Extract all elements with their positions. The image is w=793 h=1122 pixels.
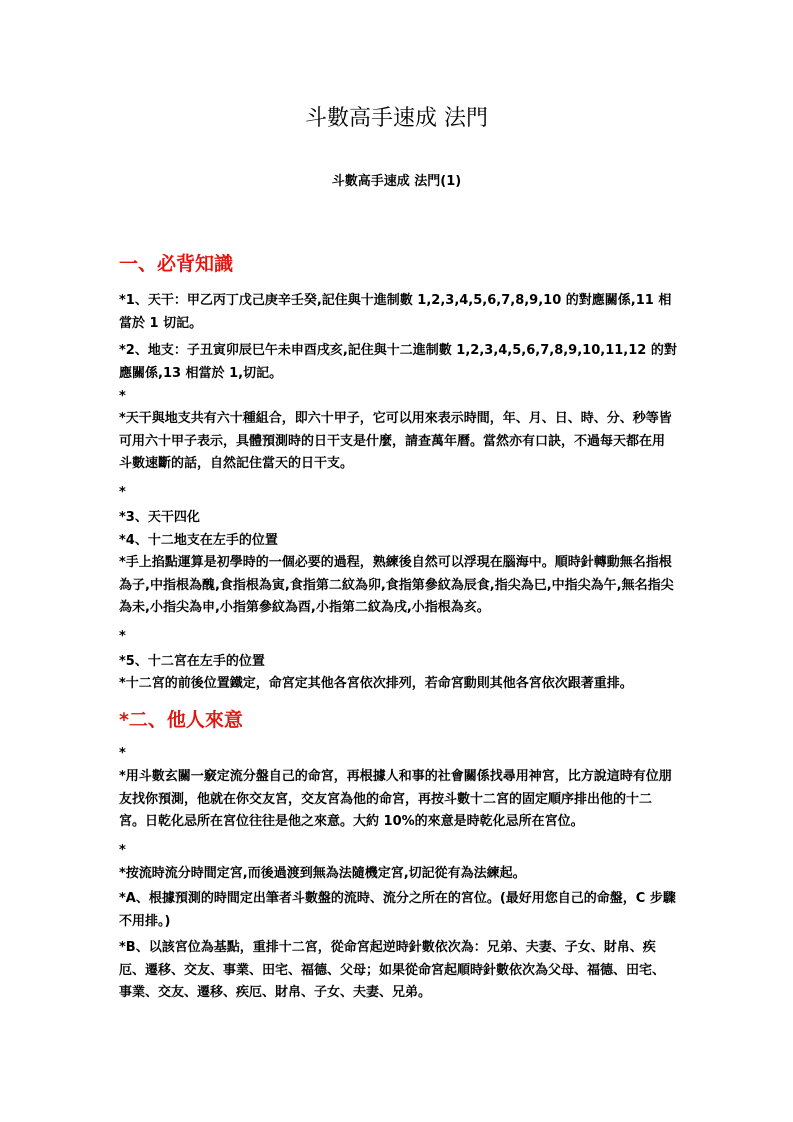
section-heading-others-intent: *二、他人來意 [119,709,243,731]
paragraph-finger-counting: *手上掐點運算是初學時的一個必要的過程，熟練後自然可以浮現在腦海中。順時針轉動無名指根為子,中指根為醜,食指根為寅,食指第二紋為卯,食指第參紋為辰食,指尖為巳,中指尖為午,無名指尖為未,小指尖為申,小指第參紋為酉,小指第二紋為戌,小指根為亥。 [119,555,674,615]
section-heading-must-know: 一、必背知識 [119,253,234,275]
document-subtitle: 斗數高手速成 法門(1) [331,174,462,189]
bullet-marker: * [119,389,126,404]
paragraph-intent-method: *用斗數玄關一竅定流分盤自己的命宮，再根據人和事的社會關係找尋用神宮，比方說這時有位朋友找你預測，他就在你交友宮，交友宮為他的命宮，再按斗數十二宮的固定順序排出他的十二宮。日乾化忌所在宮位往往是他之來意。大約 10%的來意是時乾化忌所在宮位。 [119,769,672,829]
document-title: 斗數高手速成 法門 [305,106,488,131]
paragraph-step-a: *A、根據預測的時間定出筆者斗數盤的流時、流分之所在的宮位。(最好用您自己的命盤，C 步驟不用排。) [119,891,676,929]
bullet-marker: * [119,746,126,761]
paragraph-palaces-left-hand: *5、十二宮在左手的位置 [119,654,265,669]
paragraph-palace-order: *十二宮的前後位置鐵定，命宮定其他各宮依次排列，若命宮動則其他各宮依次跟著重排。 [119,676,633,691]
bullet-marker: * [119,843,126,858]
paragraph-four-transformations: *3、天干四化 [119,510,200,525]
bullet-marker: * [119,629,126,644]
bullet-marker: * [119,485,126,500]
paragraph-heavenly-stems: *1、天干：甲乙丙丁戊己庚辛壬癸,記住與十進制數 1,2,3,4,5,6,7,8,9,10 的對應關係,11 相當於 1 切記。 [119,293,672,331]
paragraph-time-palace: *按流時流分時間定宮,而後過渡到無為法隨機定宮,切記從有為法練起。 [119,866,526,881]
paragraph-sixty-jiazi: *天干與地支共有六十種組合，即六十甲子，它可以用來表示時間，年、月、日、時、分、秒等皆可用六十甲子表示，具體預測時的日干支是什麼，請查萬年曆。當然亦有口訣，不過每天都在用斗數速斷的話，自然記住當天的日干支。 [119,411,672,471]
paragraph-earthly-branches: *2、地支：子丑寅卯辰巳午未申酉戌亥,記住與十二進制數 1,2,3,4,5,6,7,8,9,10,11,12 的對應關係,13 相當於 1,切記。 [119,343,677,381]
paragraph-branches-left-hand: *4、十二地支在左手的位置 [119,533,278,548]
paragraph-step-b: *B、以該宮位為基點，重排十二宮，從命宮起逆時針數依次為：兄弟、夫妻、子女、財帛、疾厄、遷移、交友、事業、田宅、福德、父母；如果從命宮起順時針數依次為父母、福德、田宅、事業、交友、遷移、疾厄、財帛、子女、夫妻、兄弟。 [119,940,666,1000]
